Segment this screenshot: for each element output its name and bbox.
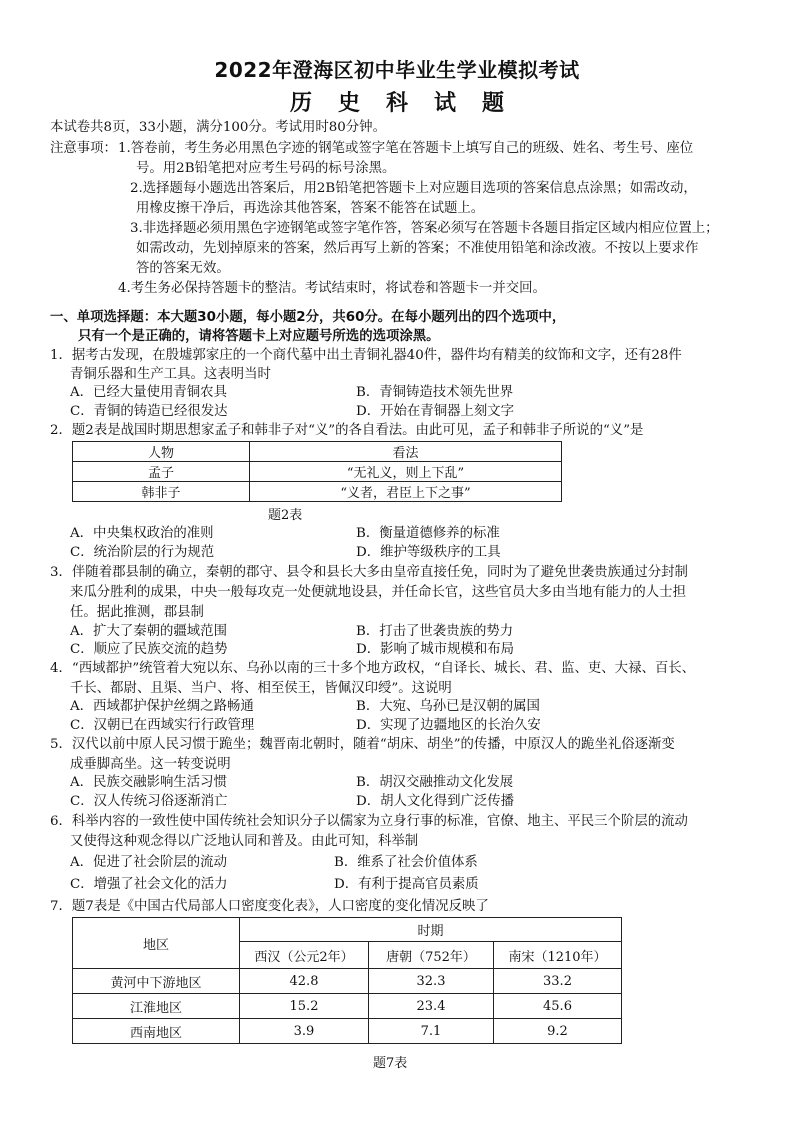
option-c: C．统治阶层的行为规范	[70, 545, 215, 560]
table-caption: 题2表	[268, 508, 303, 523]
notice-line: 如需改动，先划掉原来的答案，然后再写上新的答案；不准使用铅笔和涂改液。不按以上要求作	[136, 241, 699, 256]
option-a: A．已经大量使用青铜农具	[70, 385, 227, 400]
table-cell: 3.9	[240, 1019, 369, 1044]
option-c: C．增强了社会文化的活力	[70, 877, 228, 892]
notice-label: 注意事项：	[50, 141, 117, 156]
table-cell: 45.6	[494, 994, 622, 1019]
option-c: C．汉人传统习俗逐渐消亡	[70, 794, 228, 809]
option-d: D．胡人文化得到广泛传播	[356, 794, 515, 809]
table-header: 南宋（1210年）	[494, 942, 622, 969]
option-b: B．衡量道德修养的标准	[356, 526, 500, 541]
question-stem: 7．题7表是《中国古代局部人口密度变化表》，人口密度的变化情况反映了	[50, 899, 489, 914]
option-a: A．扩大了秦朝的疆域范围	[70, 624, 227, 639]
exam-subtitle: 历史科试题	[289, 91, 530, 116]
notice-line: 4.考生务必保持答题卡的整洁。考试结束时，将试卷和答题卡一并交回。	[118, 281, 546, 296]
notice-line: 1.答卷前，考生务必用黑色字迹的钢笔或签字笔在答题卡上填写自己的班级、姓名、考生号、座位	[118, 141, 694, 156]
table-cell: 江淮地区	[73, 994, 240, 1019]
table-cell: 42.8	[240, 969, 369, 994]
question-stem: 青铜乐器和生产工具。这表明当时	[70, 367, 271, 382]
option-d: D．实现了边疆地区的长治久安	[356, 718, 541, 733]
option-c: C．顺应了民族交流的趋势	[70, 642, 228, 657]
table-cell: 9.2	[494, 1019, 622, 1044]
question-stem: 来瓜分胜利的成果，中央一般每攻克一处便就地设县，并任命长官，这些官员大多由当地有能力的人士担	[70, 585, 686, 600]
question-stem: 5．汉代以前中原人民习惯于跪坐；魏晋南北朝时，随着“胡床、胡坐”的传播，中原汉人的跪坐礼俗逐渐变	[50, 737, 675, 752]
question-stem: 6．科举内容的一致性使中国传统社会知识分子以儒家为立身行事的标准，官僚、地主、平民三个阶层的流动	[50, 814, 688, 829]
table-cell: “义者，君臣上下之事”	[250, 482, 562, 502]
question-stem: 1．据考古发现，在殷墟郭家庄的一个商代墓中出土青铜礼器40件，器件均有精美的纹饰和文字，还有28件	[50, 348, 682, 363]
notice-line: 用橡皮擦干净后，再选涂其他答案，答案不能答在试题上。	[136, 201, 485, 216]
table-cell: 7.1	[369, 1019, 494, 1044]
option-b: B．青铜铸造技术领先世界	[356, 385, 514, 400]
table-cell: 孟子	[73, 462, 250, 482]
question-stem: 2．题2表是战国时期思想家孟子和韩非子对“义”的各自看法。由此可见，孟子和韩非子所说的“义”是	[50, 423, 644, 438]
notice-line: 号。用2B铅笔把对应考生号码的标号涂黑。	[136, 161, 396, 176]
option-a: A．民族交融影响生活习惯	[70, 775, 227, 790]
option-b: B．胡汉交融推动文化发展	[356, 775, 514, 790]
section-heading-cont: 只有一个是正确的，请将答题卡上对应题号所选的选项涂黑。	[78, 329, 440, 344]
option-b: B．打击了世袭贵族的势力	[356, 624, 514, 639]
table-cell: 黄河中下游地区	[73, 969, 240, 994]
table-header: 地区	[73, 918, 240, 969]
table-cell: 33.2	[494, 969, 622, 994]
table-cell: 西南地区	[73, 1019, 240, 1044]
option-a: A．促进了社会阶层的流动	[70, 855, 227, 870]
notice-line: 答的答案无效。	[136, 261, 230, 276]
table-cell: “无礼义，则上下乱”	[250, 462, 562, 482]
table-header: 时期	[240, 918, 622, 942]
table-header: 人物	[73, 442, 250, 462]
question-stem: 千长、都尉、且渠、当户、将、相至侯王，皆佩汉印绶”。这说明	[70, 681, 452, 696]
option-a: A．西域都护保护丝绸之路畅通	[70, 699, 254, 714]
option-c: C．汉朝已在西域实行行政管理	[70, 718, 255, 733]
table-cell: 15.2	[240, 994, 369, 1019]
q2-table	[72, 441, 562, 502]
option-a: A．中央集权政治的准则	[70, 526, 214, 541]
table-cell: 32.3	[369, 969, 494, 994]
option-d: D．开始在青铜器上刻文字	[356, 404, 515, 419]
exam-title: 2022年澄海区初中毕业生学业模拟考试	[214, 58, 580, 82]
table-caption: 题7表	[373, 1056, 408, 1071]
question-stem: 任。据此推测，郡县制	[70, 605, 204, 620]
section-heading: 一、单项选择题：本大题30小题，每小题2分，共60分。在每小题列出的四个选项中，	[50, 310, 566, 325]
question-stem: 4．“西域都护”统管着大宛以东、乌孙以南的三十多个地方政权，“自译长、城长、君、监、吏、大禄、百长、	[50, 661, 696, 676]
table-header: 西汉（公元2年）	[240, 942, 369, 969]
table-cell: 23.4	[369, 994, 494, 1019]
option-d: D．影响了城市规模和布局	[356, 642, 515, 657]
option-d: D．维护等级秩序的工具	[356, 545, 501, 560]
option-c: C．青铜的铸造已经很发达	[70, 404, 228, 419]
question-stem: 又使得这种观念得以广泛地认同和普及。由此可知，科举制	[70, 834, 419, 849]
table-cell: 韩非子	[73, 482, 250, 502]
table-header: 唐朝（752年）	[369, 942, 494, 969]
q7-table	[72, 917, 622, 1044]
exam-intro: 本试卷共8页，33小题，满分100分。考试用时80分钟。	[50, 120, 386, 135]
notice-line: 3.非选择题必须用黑色字迹钢笔或签字笔作答，答案必须写在答题卡各题目指定区域内相应位置上；	[130, 221, 719, 236]
option-d: D．有利于提高官员素质	[334, 877, 479, 892]
notice-line: 2.选择题每小题选出答案后，用2B铅笔把答题卡上对应题目选项的答案信息点涂黑；如需改动，	[130, 181, 697, 196]
question-stem: 成垂脚高坐。这一转变说明	[70, 757, 231, 772]
option-b: B．大宛、乌孙已是汉朝的属国	[356, 699, 540, 714]
question-stem: 3．伴随着郡县制的确立，秦朝的郡守、县令和县长大多由皇帝直接任免，同时为了避免世袭贵族通过分封制	[50, 565, 688, 580]
table-header: 看法	[250, 442, 562, 462]
option-b: B．维系了社会价值体系	[334, 855, 478, 870]
